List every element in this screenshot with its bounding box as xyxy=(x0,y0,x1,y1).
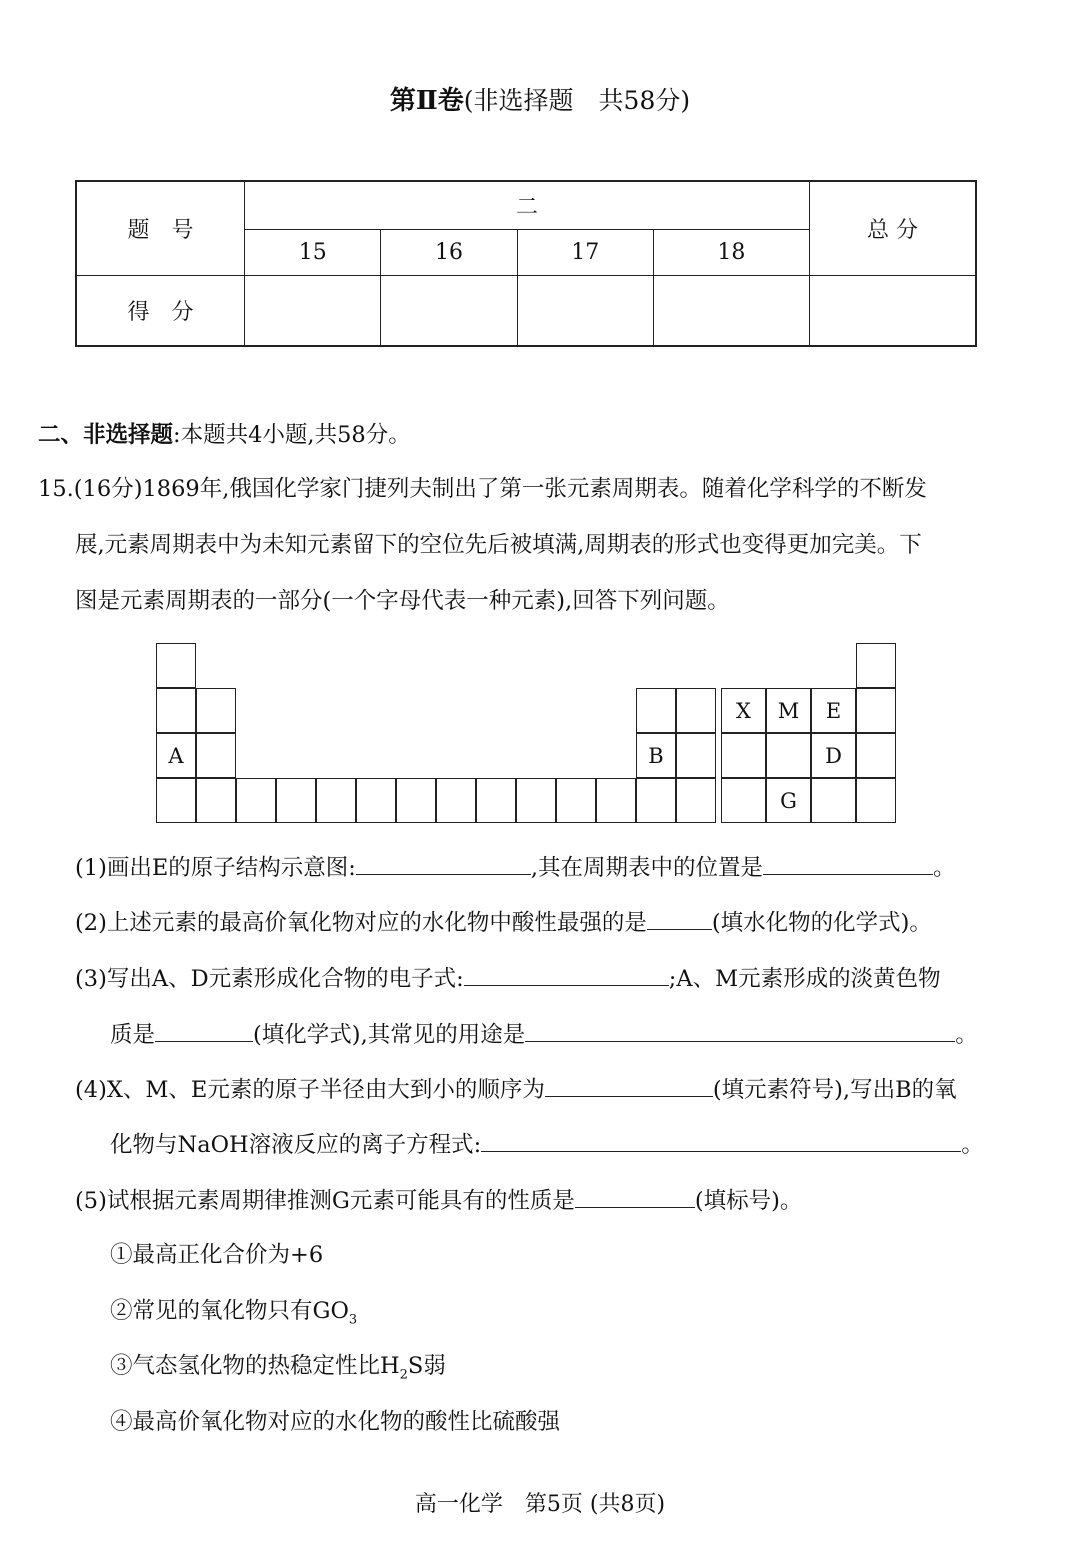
answer-blank[interactable] xyxy=(525,1023,955,1042)
part-1-text-b: ,其在周期表中的位置是 xyxy=(530,855,764,881)
pt-cell xyxy=(856,778,896,823)
pt-cell xyxy=(156,778,196,823)
q15-line-1: 15.(16分)1869年,俄国化学家门捷列夫制出了第一张元素周期表。随着化学科学的不断发 xyxy=(38,476,927,502)
part-4-line-1 xyxy=(75,1078,957,1102)
question-17: 17 xyxy=(517,229,653,275)
pt-cell xyxy=(356,778,396,823)
part-5-text-a: (5)试根据元素周期律推测G元素可能具有的性质是 xyxy=(75,1188,575,1214)
section-rest: :本题共4小题,共58分。 xyxy=(173,422,411,448)
pt-cell xyxy=(596,778,636,823)
question-16: 16 xyxy=(381,229,517,275)
part-1 xyxy=(75,856,956,880)
pt-cell xyxy=(476,778,516,823)
part-2 xyxy=(75,911,932,935)
row-label-question: 题 号 xyxy=(76,181,245,276)
pt-cell-X: X xyxy=(721,688,766,733)
pt-cell xyxy=(316,778,356,823)
part-1-text-c: 。 xyxy=(933,855,956,881)
pt-cell xyxy=(516,778,556,823)
score-table xyxy=(75,180,977,347)
q15-line-3: 图是元素周期表的一部分(一个字母代表一种元素),回答下列问题。 xyxy=(75,588,730,614)
answer-blank[interactable] xyxy=(155,1023,253,1042)
total-label: 总 分 xyxy=(809,181,976,276)
part-3-line-2 xyxy=(110,1023,978,1047)
pt-cell-G: G xyxy=(766,778,811,823)
part-3-line-1 xyxy=(75,967,941,991)
q15-line-2: 展,元素周期表中为未知元素留下的空位先后被填满,周期表的形式也变得更加完美。下 xyxy=(75,532,922,558)
score-cell-total[interactable] xyxy=(809,276,976,346)
pt-cell xyxy=(276,778,316,823)
title-bold: 第Ⅱ卷 xyxy=(389,86,464,116)
pt-cell xyxy=(156,688,196,733)
answer-blank[interactable] xyxy=(481,1133,961,1152)
pt-cell xyxy=(676,733,716,778)
part-4-text-b: (填元素符号),写出B的氧 xyxy=(712,1077,957,1103)
part-3-text-a: (3)写出A、D元素形成化合物的电子式: xyxy=(75,966,464,992)
pt-cell xyxy=(196,733,236,778)
part-4-text-d: 。 xyxy=(961,1132,984,1158)
pt-cell xyxy=(856,643,896,688)
part-4-line-2 xyxy=(110,1133,984,1157)
pt-cell xyxy=(636,778,676,823)
pt-cell xyxy=(436,778,476,823)
part-5-text-b: (填标号)。 xyxy=(694,1188,803,1214)
option-4: ④最高价氧化物对应的水化物的酸性比硫酸强 xyxy=(110,1409,561,1435)
pt-cell-D: D xyxy=(811,733,856,778)
pt-cell xyxy=(236,778,276,823)
pt-cell xyxy=(811,778,856,823)
pt-cell xyxy=(636,688,676,733)
pt-cell-A: A xyxy=(156,733,196,778)
pt-cell xyxy=(766,733,811,778)
pt-cell xyxy=(676,688,716,733)
pt-cell-M: M xyxy=(766,688,811,733)
option-1: ①最高正化合价为+6 xyxy=(110,1242,324,1268)
option-2-text: ②常见的氧化物只有GO xyxy=(110,1298,349,1324)
part-1-text-a: (1)画出E的原子结构示意图: xyxy=(75,855,356,881)
option-3-text-a: ③气态氢化物的热稳定性比H xyxy=(110,1353,400,1379)
option-3-text-b: S弱 xyxy=(407,1353,446,1379)
answer-blank[interactable] xyxy=(575,1189,695,1208)
part-3-text-c: 质是 xyxy=(110,1022,156,1048)
pt-cell xyxy=(196,778,236,823)
pt-cell-B: B xyxy=(636,733,676,778)
pt-cell xyxy=(856,733,896,778)
pt-cell xyxy=(721,778,766,823)
row-label-score: 得 分 xyxy=(76,276,245,346)
option-3-subscript: 2 xyxy=(399,1367,408,1383)
pt-cell xyxy=(556,778,596,823)
pt-cell xyxy=(196,688,236,733)
question-18: 18 xyxy=(653,229,809,275)
score-cell-17[interactable] xyxy=(517,276,653,346)
part-2-text-b: (填水化物的化学式)。 xyxy=(711,910,932,936)
part-5 xyxy=(75,1189,802,1213)
part-3-text-e: 。 xyxy=(955,1022,978,1048)
page-footer: 高一化学 第5页 (共8页) xyxy=(414,1492,666,1517)
question-15: 15 xyxy=(245,229,381,275)
answer-blank[interactable] xyxy=(545,1078,713,1097)
section-header: 二 xyxy=(245,181,810,229)
page-title xyxy=(0,80,1080,117)
section-heading xyxy=(38,424,411,447)
score-cell-16[interactable] xyxy=(381,276,517,346)
pt-cell-E: E xyxy=(811,688,856,733)
section-bold: 二、非选择题 xyxy=(38,422,174,448)
title-rest: (非选择题 共58分) xyxy=(463,86,691,115)
pt-cell xyxy=(396,778,436,823)
answer-blank[interactable] xyxy=(763,856,933,875)
option-2-subscript: 3 xyxy=(348,1312,358,1328)
pt-cell xyxy=(721,733,766,778)
option-3 xyxy=(110,1355,446,1382)
part-2-text-a: (2)上述元素的最高价氧化物对应的水化物中酸性最强的是 xyxy=(75,910,647,936)
part-4-text-c: 化物与NaOH溶液反应的离子方程式: xyxy=(110,1132,482,1158)
part-3-text-d: (填化学式),其常见的用途是 xyxy=(253,1022,526,1048)
answer-blank[interactable] xyxy=(464,967,669,986)
pt-cell xyxy=(676,778,716,823)
answer-blank[interactable] xyxy=(647,911,712,930)
score-cell-18[interactable] xyxy=(653,276,809,346)
option-2 xyxy=(110,1300,357,1327)
pt-cell xyxy=(156,643,196,688)
part-4-text-a: (4)X、M、E元素的原子半径由大到小的顺序为 xyxy=(75,1077,545,1103)
pt-cell xyxy=(856,688,896,733)
answer-blank[interactable] xyxy=(356,856,531,875)
score-cell-15[interactable] xyxy=(245,276,381,346)
part-3-text-b: ;A、M元素形成的淡黄色物 xyxy=(668,966,941,992)
